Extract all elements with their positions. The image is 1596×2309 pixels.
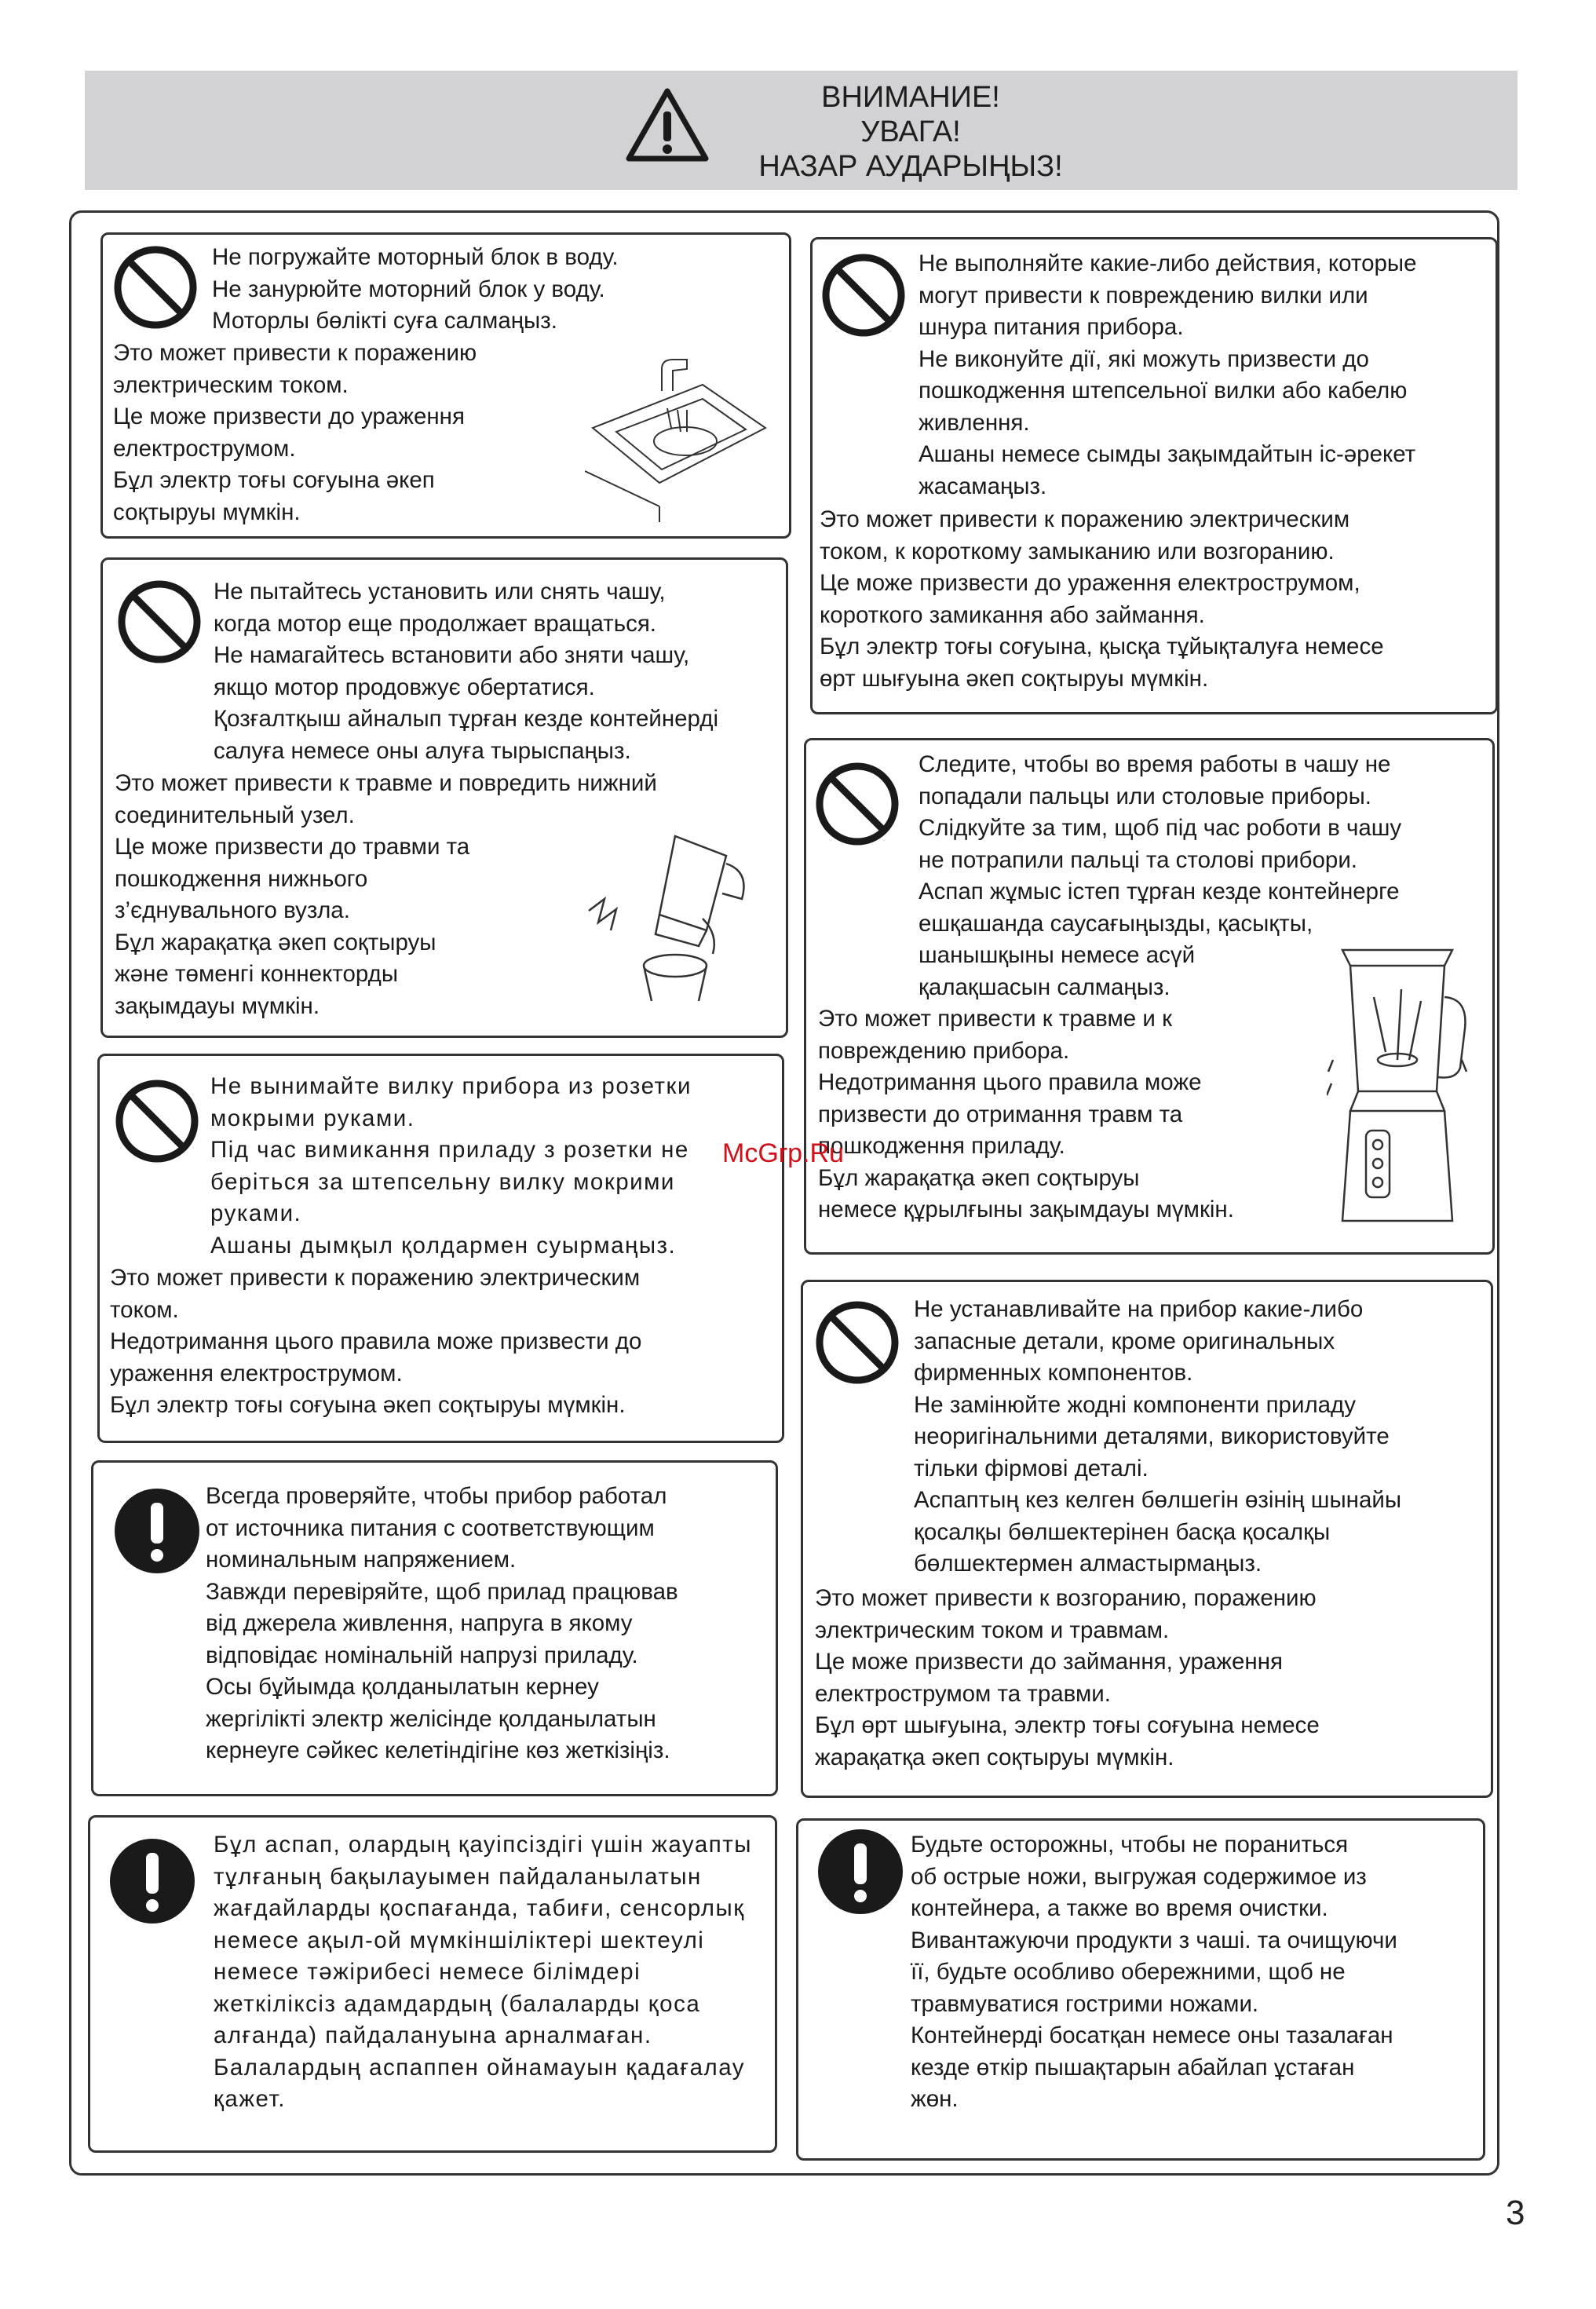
sink-illustration — [585, 353, 769, 522]
section-8-line: фирменных компонентов. — [914, 1360, 1193, 1386]
section-4-line: відповідає номінальній напрузі приладу. — [206, 1642, 638, 1668]
section-9-line: її, будьте особливо обережними, щоб не — [911, 1959, 1346, 1985]
section-6-line: живлення. — [919, 409, 1030, 436]
section-3-line: беріться за штепсельну вилку мокрими — [210, 1168, 675, 1195]
section-2-line: салуға немесе оны алуға тырыспаңыз. — [214, 737, 631, 764]
section-9-line: Будьте осторожны, чтобы не пораниться — [911, 1832, 1349, 1858]
section-5-line: немесе ақыл-ой мүмкіншіліктері шектеулі — [214, 1927, 705, 1953]
section-9-line: контейнера, а также во время очистки. — [911, 1895, 1328, 1921]
section-6-instructions — [919, 248, 1417, 502]
section-4-line: кернеуге сәйкес келетіндігіне көз жеткізіңіз. — [206, 1737, 670, 1763]
section-2-line: когда мотор еще продолжает вращаться. — [214, 610, 656, 637]
section-2-consequences — [115, 768, 657, 1022]
section-6-line: шнура питания прибора. — [919, 314, 1184, 340]
section-5-line: алғанда) пайдалануына арналмаған. — [214, 2022, 652, 2048]
section-1-consequences — [113, 338, 477, 528]
section-6-line: Не виконуйте дії, які можуть призвести до — [919, 345, 1369, 372]
section-3-consequences — [110, 1262, 641, 1422]
section-2-instructions — [214, 576, 718, 767]
section-8-line: тільки фірмові деталі. — [914, 1455, 1149, 1481]
section-3-line: Під час вимикання приладу з розетки не — [210, 1137, 689, 1163]
section-7-line: ешқашанда саусағыңызды, қасықты, — [919, 910, 1313, 937]
section-1-instructions — [212, 242, 619, 338]
section-6-line: Ашаны немесе сымды зақымдайтын іс-әрекет — [919, 441, 1416, 467]
section-6-line: могут привести к повреждению вилки или — [919, 282, 1368, 309]
blender-illustration — [1327, 942, 1468, 1233]
section-2-line: зақымдауы мүмкін. — [115, 992, 320, 1019]
section-7-line: пошкодження приладу. — [818, 1133, 1065, 1159]
section-4-line: від джерела живлення, напруга в якому — [206, 1610, 633, 1636]
section-7-line: Слідкуйте за тим, щоб під час роботи в чашу — [919, 815, 1402, 841]
section-9-line: травмуватися гострими ножами. — [911, 1990, 1259, 2017]
section-3-line: Не вынимайте вилку прибора из розетки — [210, 1073, 692, 1099]
section-7-line: қалақшасын салмаңыз. — [919, 974, 1171, 1000]
section-9-instructions — [911, 1829, 1397, 2116]
section-9-line: Вивантажуючи продукти з чаші. та очищуючи — [911, 1927, 1397, 1953]
section-2-line: якщо мотор продовжує обертатися. — [214, 674, 595, 700]
section-3-line: ураження електрострумом. — [110, 1360, 403, 1386]
section-5-line: тұлғаның бақылауымен пайдаланылатын — [214, 1863, 702, 1890]
section-8-line: бөлшектермен алмастырмаңыз. — [914, 1551, 1262, 1576]
section-8-line: қосалқы бөлшектерінен басқа қосалқы — [914, 1518, 1331, 1545]
section-7-line: призвести до отримання травм та — [818, 1101, 1183, 1127]
section-5-line: немесе тәжірибесі немесе білімдері — [214, 1959, 641, 1985]
section-6-line: өрт шығуына әкеп соқтыруы мүмкін. — [820, 665, 1209, 692]
section-9-line: кезде өткір пышақтарын абайлап ұстаған — [911, 2054, 1355, 2081]
section-5-instructions — [214, 1829, 752, 2116]
section-6-line: током, к короткому замыканию или возгоранию. — [820, 538, 1335, 564]
section-4-line: Осы бұйымда қолданылатын кернеу — [206, 1674, 599, 1700]
section-3-line: током. — [110, 1296, 179, 1323]
section-7-line: шанышқыны немесе асүй — [919, 942, 1196, 968]
section-5-line: жеткіліксіз адамдардың (балаларды қоса — [214, 1990, 701, 2017]
section-1-line: Моторлы бөлікті суға салмаңыз. — [212, 308, 557, 334]
section-8-line: Це може призвести до займання, ураження — [815, 1649, 1283, 1675]
section-8-consequences — [815, 1583, 1320, 1774]
section-8-line: Аспаптың кез келген бөлшегін өзінің шынайы — [914, 1487, 1402, 1513]
section-1-line: електрострумом. — [113, 435, 296, 462]
section-1-line: Це може призвести до ураження — [113, 404, 465, 429]
exclamation-icon — [111, 1485, 203, 1576]
section-7-line: немесе құрылғыны зақымдауы мүмкін. — [818, 1197, 1234, 1222]
section-6-consequences — [820, 504, 1384, 695]
section-2-line: Бұл жарақатқа әкеп соқтыруы — [115, 929, 436, 955]
section-2-line: з’єднувального вузла. — [115, 897, 350, 923]
section-3-line: Ашаны дымқыл қолдармен суырмаңыз. — [210, 1232, 677, 1259]
section-7-line: попадали пальцы или столовые приборы. — [919, 783, 1371, 809]
section-2-line: Не пытайтесь установить или снять чашу, — [214, 579, 666, 605]
section-3-line: Бұл электр тоғы соғуына әкеп соқтыруы мүмкін. — [110, 1392, 626, 1418]
prohibition-icon — [115, 578, 203, 666]
section-3-line: мокрыми руками. — [210, 1105, 415, 1131]
section-3-line: руками. — [210, 1200, 302, 1226]
prohibition-icon — [813, 1299, 901, 1386]
section-4-line: Завжди перевіряйте, щоб прилад працював — [206, 1578, 678, 1605]
section-6-line: пошкодження штепсельної вилки або кабелю — [919, 378, 1408, 404]
page-number: 3 — [1506, 2194, 1525, 2232]
section-5-line: Бұл аспап, олардың қауіпсіздігі үшін жауапты — [214, 1832, 752, 1858]
section-4-line: жергілікті электр желісінде қолданылатын — [206, 1705, 656, 1732]
section-2-line: және төменгі коннекторды — [115, 961, 399, 987]
section-4-instructions — [206, 1481, 678, 1767]
section-6-line: Це може призвести до ураження електрострумом, — [820, 570, 1360, 596]
section-8-line: запасные детали, кроме оригинальных — [914, 1328, 1335, 1354]
section-5-line: жағдайларды қоспағанда, табиғи, сенсорлық — [214, 1895, 745, 1921]
section-1-line: Бұл электр тоғы соғуына әкеп — [113, 467, 435, 493]
section-3-instructions — [210, 1071, 692, 1262]
section-1-line: Не занурюйте моторний блок у воду. — [212, 276, 605, 302]
section-7-line: Недотримання цього правила може — [818, 1069, 1202, 1095]
header-title — [707, 80, 1115, 184]
section-8-line: Не устанавливайте на прибор какие-либо — [914, 1296, 1364, 1322]
section-9-line: Контейнерді босатқан немесе оны тазалаған — [911, 2022, 1393, 2048]
section-6-line: Бұл электр тоғы соғуына, қысқа тұйықталуға немесе — [820, 634, 1384, 659]
section-8-line: неоригінальними деталями, використовуйте — [914, 1423, 1390, 1449]
header-line-kk: НАЗАР АУДАРЫҢЫЗ! — [758, 150, 1063, 183]
section-8-line: Не замінюйте жодні компоненти приладу — [914, 1391, 1357, 1418]
section-2-line: Не намагайтесь встановити або зняти чашу, — [214, 642, 690, 668]
section-6-line: Не выполняйте какие-либо действия, которые — [919, 250, 1417, 276]
section-9-line: жөн. — [911, 2086, 959, 2112]
header-line-uk: УВАГА! — [860, 115, 961, 148]
section-8-instructions — [914, 1294, 1401, 1580]
section-7-consequences — [818, 1003, 1234, 1226]
section-2-line: Это может привести к травме и повредить нижний — [115, 770, 657, 796]
section-4-line: номинальным напряжением. — [206, 1547, 517, 1573]
section-8-line: жарақатқа әкеп соқтыруы мүмкін. — [815, 1744, 1174, 1770]
section-1-line: соқтыруы мүмкін. — [113, 499, 301, 525]
section-1-line: электрическим током. — [113, 371, 349, 398]
section-7-line: не потрапили пальці та столові прибори. — [919, 846, 1357, 873]
bowl-removal-illustration — [581, 824, 761, 1001]
prohibition-icon — [813, 760, 901, 848]
watermark: McGrp.Ru — [722, 1138, 844, 1168]
section-8-line: электрическим током и травмам. — [815, 1617, 1170, 1643]
section-1-line: Это может привести к поражению — [113, 340, 477, 366]
section-2-line: Це може призвести до травми та — [115, 834, 470, 860]
section-1-line: Не погружайте моторный блок в воду. — [212, 244, 619, 270]
section-6-line: Это может привести к поражению электрическим — [820, 506, 1350, 532]
section-6-line: короткого замикання або займання. — [820, 601, 1205, 628]
section-4-line: от источника питания с соответствующим — [206, 1514, 655, 1541]
section-7-line: Аспап жұмыс істеп тұрған кезде контейнерге — [919, 879, 1400, 904]
prohibition-icon — [111, 243, 199, 331]
section-9-line: об острые ножи, выгружая содержимое из — [911, 1863, 1367, 1890]
section-8-line: Это может привести к возгоранию, поражению — [815, 1585, 1317, 1611]
section-7-line: Это может привести к травме и к — [818, 1006, 1172, 1032]
warning-triangle-icon — [624, 86, 710, 163]
exclamation-icon — [815, 1826, 906, 1917]
section-2-line: пошкодження нижнього — [115, 865, 368, 892]
section-3-line: Это может привести к поражению электрическим — [110, 1265, 641, 1291]
prohibition-icon — [820, 251, 908, 339]
section-4-line: Всегда проверяйте, чтобы прибор работал — [206, 1483, 667, 1509]
section-2-line: соединительный узел. — [115, 802, 355, 828]
section-3-line: Недотримання цього правила може призвести до — [110, 1328, 642, 1354]
header-line-ru: ВНИМАНИЕ! — [821, 81, 1000, 114]
section-6-line: жасамаңыз. — [919, 473, 1047, 499]
section-2-line: Қозғалтқыш айналып тұрған кезде контейнерді — [214, 706, 719, 732]
section-7-line: повреждению прибора. — [818, 1037, 1070, 1064]
section-7-line: Бұл жарақатқа әкеп соқтыруы — [818, 1164, 1140, 1191]
section-7-line: Следите, чтобы во время работы в чашу не — [919, 751, 1391, 777]
exclamation-icon — [107, 1836, 198, 1927]
prohibition-icon — [113, 1077, 201, 1165]
section-5-line: қажет. — [214, 2086, 286, 2112]
section-8-line: електрострумом та травми. — [815, 1680, 1111, 1707]
section-5-line: Балалардың аспаппен ойнамауын қадағалау — [214, 2054, 746, 2081]
section-8-line: Бұл өрт шығуына, электр тоғы соғуына немесе — [815, 1712, 1320, 1738]
